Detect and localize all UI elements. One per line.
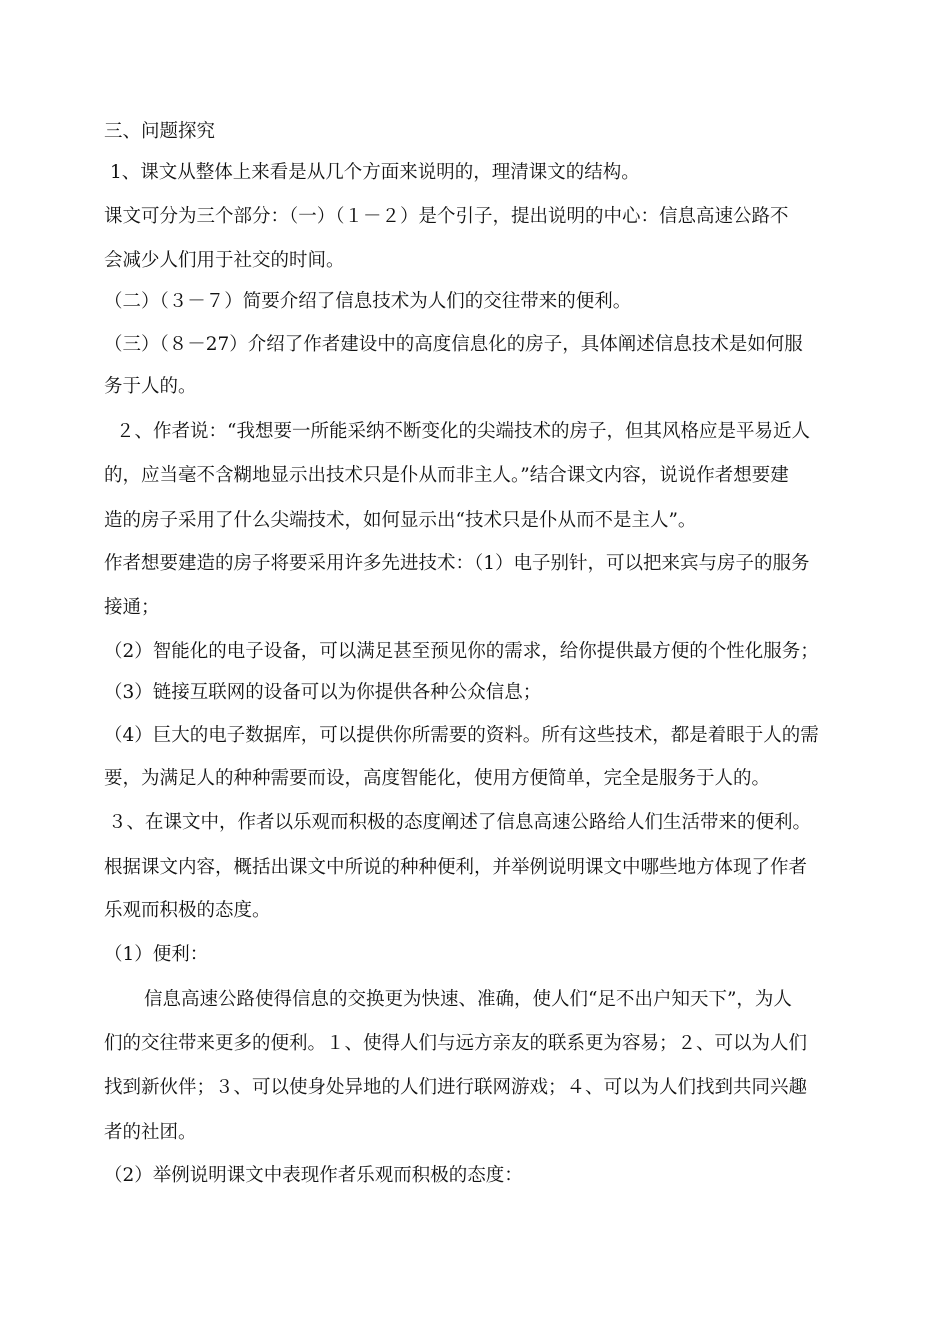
paragraph-line: 务于人的。 (104, 376, 197, 397)
paragraph-line: 信息高速公路使得信息的交换更为快速、准确，使人们“足不出户知天下”，为人 (144, 989, 792, 1010)
paragraph-line: （三）（８－27）介绍了作者建设中的高度信息化的房子，具体阐述信息技术是如何服 (104, 334, 803, 355)
question-1: 1、课文从整体上来看是从几个方面来说明的，理清课文的结构。 (110, 162, 640, 183)
sub-heading: （1）便利： (104, 944, 209, 965)
paragraph-line: （2）智能化的电子设备，可以满足甚至预见你的需求，给你提供最方便的个性化服务； (104, 641, 819, 662)
sub-heading: （2）举例说明课文中表现作者乐观而积极的态度： (104, 1165, 523, 1186)
paragraph-line: 的，应当毫不含糊地显示出技术只是仆从而非主人。”结合课文内容，说说作者想要建 (104, 465, 789, 486)
paragraph-line: （4）巨大的电子数据库，可以提供你所需要的资料。所有这些技术，都是着眼于人的需 (104, 725, 819, 746)
paragraph-line: 们的交往带来更多的便利。１、使得人们与远方亲友的联系更为容易；２、可以为人们 (104, 1033, 808, 1054)
paragraph-line: 要，为满足人的种种需要而设，高度智能化，使用方便简单，完全是服务于人的。 (104, 768, 771, 789)
question-3: ３、在课文中，作者以乐观而积极的态度阐述了信息高速公路给人们生活带来的便利。 (108, 812, 812, 833)
paragraph-line: 课文可分为三个部分：（一）（１－２）是个引子，提出说明的中心：信息高速公路不 (104, 206, 789, 227)
question-2: ２、作者说：“我想要一所能采纳不断变化的尖端技术的房子，但其风格应是平易近人 (116, 421, 810, 442)
paragraph-line: 找到新伙伴；３、可以使身处异地的人们进行联网游戏；４、可以为人们找到共同兴趣 (104, 1077, 808, 1098)
paragraph-line: （二）（３－７）简要介绍了信息技术为人们的交往带来的便利。 (104, 291, 632, 312)
paragraph-line: 会减少人们用于社交的时间。 (104, 250, 345, 271)
paragraph-line: 根据课文内容，概括出课文中所说的种种便利，并举例说明课文中哪些地方体现了作者 (104, 857, 808, 878)
paragraph-line: 作者想要建造的房子将要采用许多先进技术：（1）电子别针，可以把来宾与房子的服务 (104, 553, 810, 574)
paragraph-line: 造的房子采用了什么尖端技术，如何显示出“技术只是仆从而不是主人”。 (104, 510, 697, 531)
paragraph-line: 乐观而积极的态度。 (104, 900, 271, 921)
paragraph-line: 接通； (104, 597, 160, 618)
paragraph-line: 者的社团。 (104, 1122, 197, 1143)
section-heading: 三、问题探究 (104, 121, 216, 142)
paragraph-line: （3）链接互联网的设备可以为你提供各种公众信息； (104, 682, 542, 703)
